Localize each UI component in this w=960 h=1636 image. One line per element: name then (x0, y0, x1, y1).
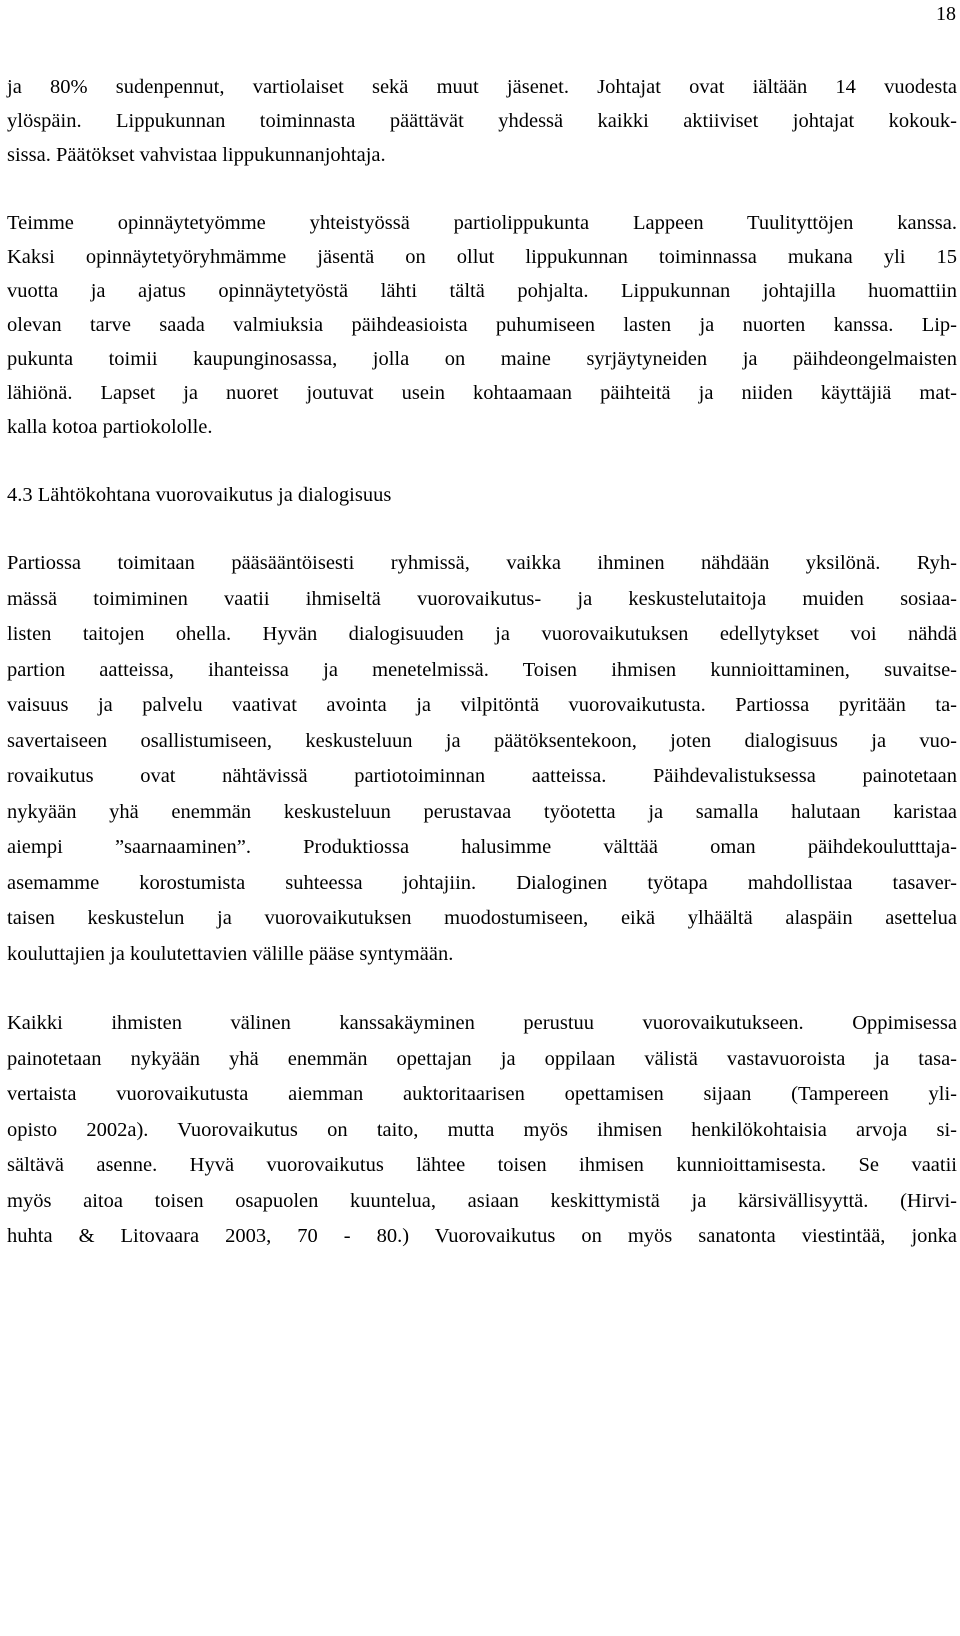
text-line: kalla kotoa partiokololle. (7, 416, 213, 438)
paragraph (7, 546, 957, 972)
text-line: opisto 2002a). Vuorovaikutus on taito, mutta myös ihmisen henkilökohtaisia arvoja si- (7, 1118, 957, 1141)
text-line: listen taitojen ohella. Hyvän dialogisuuden ja vuorovaikutuksen edellytykset voi nähdä (7, 623, 957, 645)
text-line: asemamme korostumista suhteessa johtajiin. Dialoginen työtapa mahdollistaa tasaver- (7, 871, 957, 894)
paragraph-gap (7, 972, 957, 1006)
text-line: vertaista vuorovaikutusta aiemman auktoritaarisen opettamisen sijaan (Tampereen yli- (7, 1083, 957, 1105)
text-line: vaisuus ja palvelu vaativat avointa ja vilpitöntä vuorovaikutusta. Partiossa pyritään ta- (7, 694, 957, 716)
text-line: vuotta ja ajatus opinnäytetyöstä lähti tältä pohjalta. Lippukunnan johtajilla huomattiin (7, 280, 957, 302)
text-line: painotetaan nykyään yhä enemmän opettajan ja oppilaan välistä vastavuoroista ja tasa- (7, 1047, 957, 1070)
text-line: partion aatteissa, ihanteissa ja menetelmissä. Toisen ihmisen kunnioittaminen, suvaitse- (7, 658, 957, 681)
text-line: kouluttajien ja koulutettavien välille pääse syntymään. (7, 942, 454, 965)
text-line: Teimme opinnäytetyömme yhteistyössä partiolippukunta Lappeen Tuulityttöjen kanssa. (7, 212, 957, 234)
text-line: Partiossa toimitaan pääsääntöisesti ryhmissä, vaikka ihminen nähdään yksilönä. Ryh- (7, 552, 957, 574)
text-line: pukunta toimii kaupunginosassa, jolla on maine syrjäytyneiden ja päihdeongelmaisten (7, 348, 957, 370)
paragraph-gap (7, 172, 957, 206)
text-line: sältävä asenne. Hyvä vuorovaikutus lähtee toisen ihmisen kunnioittamisesta. Se vaatii (7, 1154, 957, 1176)
text-line: ylöspäin. Lippukunnan toiminnasta päättävät yhdessä kaikki aktiiviset johtajat kokouk- (7, 110, 957, 132)
text-line: taisen keskustelun ja vuorovaikutuksen muodostumiseen, eikä ylhäältä alaspäin asettelua (7, 907, 957, 929)
paragraph-gap (7, 512, 957, 546)
text-line: nykyään yhä enemmän keskusteluun perustavaa työotetta ja samalla halutaan karistaa (7, 800, 957, 823)
text-line: sissa. Päätökset vahvistaa lippukunnanjohtaja. (7, 144, 386, 166)
text-line: rovaikutus ovat nähtävissä partiotoiminnan aatteissa. Päihdevalistuksessa painotetaan (7, 765, 957, 787)
paragraph (7, 1006, 957, 1255)
section-heading: 4.3 Lähtökohtana vuorovaikutus ja dialogisuus (7, 484, 392, 506)
text-line: Kaksi opinnäytetyöryhmämme jäsentä on ollut lippukunnan toiminnassa mukana yli 15 (7, 246, 957, 268)
paragraph (7, 206, 957, 444)
paragraph (7, 70, 957, 172)
text-line: ja 80% sudenpennut, vartiolaiset sekä muut jäsenet. Johtajat ovat iältään 14 vuodesta (7, 76, 957, 98)
text-line: myös aitoa toisen osapuolen kuuntelua, asiaan keskittymistä ja kärsivällisyyttä. (Hirvi- (7, 1189, 957, 1212)
text-line: mässä toimiminen vaatii ihmiseltä vuorovaikutus- ja keskustelutaitoja muiden sosiaa- (7, 587, 957, 610)
page-number: 18 (936, 3, 956, 25)
text-line: huhta & Litovaara 2003, 70 - 80.) Vuorovaikutus on myös sanatonta viestintää, jonka (7, 1225, 957, 1247)
paragraph-gap (7, 444, 957, 478)
text-line: aiempi ”saarnaaminen”. Produktiossa halusimme välttää oman päihdekoulutttaja- (7, 836, 957, 858)
text-line: lähiönä. Lapset ja nuoret joutuvat usein kohtaamaan päihteitä ja niiden käyttäjiä mat- (7, 382, 957, 404)
document-body (7, 70, 957, 1255)
text-line: savertaiseen osallistumiseen, keskusteluun ja päätöksentekoon, joten dialogisuus ja vuo- (7, 729, 957, 752)
text-line: Kaikki ihmisten välinen kanssakäyminen perustuu vuorovaikutukseen. Oppimisessa (7, 1012, 957, 1034)
text-line: olevan tarve saada valmiuksia päihdeasioista puhumiseen lasten ja nuorten kanssa. Lip- (7, 314, 957, 336)
